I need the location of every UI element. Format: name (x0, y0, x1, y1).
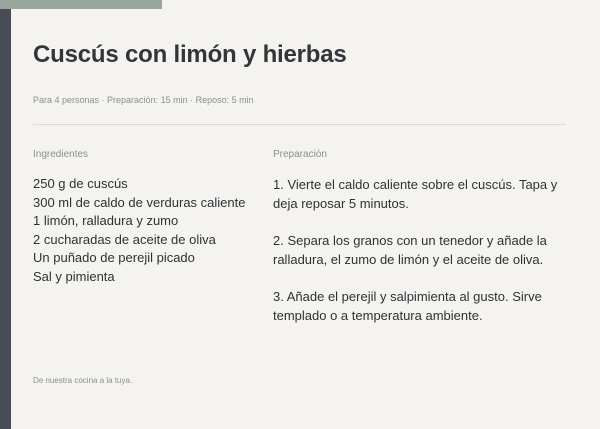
top-accent-bar (0, 0, 162, 9)
steps-list (273, 175, 565, 343)
ingredient-item: Un puñado de perejil picado (33, 250, 195, 266)
ingredient-item: 300 ml de caldo de verduras caliente (33, 194, 246, 210)
ingredient-item: 2 cucharadas de aceite de oliva (33, 231, 216, 247)
recipe-meta: Para 4 personas · Preparación: 15 min · Reposo: 5 min (33, 95, 254, 105)
steps-heading: Preparación (273, 149, 327, 160)
footer-note: De nuestra cocina a la tuya. (33, 376, 133, 385)
step-item: 1. Vierte el caldo caliente sobre el cuscús. Tapa y deja reposar 5 minutos. (273, 177, 558, 211)
divider (33, 124, 566, 125)
side-accent-bar (0, 0, 11, 429)
ingredient-item: 250 g de cuscús (33, 176, 128, 191)
ingredient-item: 1 limón, ralladura y zumo (33, 213, 179, 229)
ingredients-list (33, 175, 253, 287)
step-item: 3. Añade el perejil y salpimienta al gusto. Sirve templado o a temperatura ambiente. (273, 289, 542, 323)
recipe-title: Cuscús con limón y hierbas (33, 41, 347, 68)
ingredient-item: Sal y pimienta (33, 268, 115, 284)
ingredients-heading: Ingredientes (33, 149, 89, 160)
step-item: 2. Separa los granos con un tenedor y añade la ralladura, el zumo de limón y el aceite de oliva. (273, 233, 547, 267)
